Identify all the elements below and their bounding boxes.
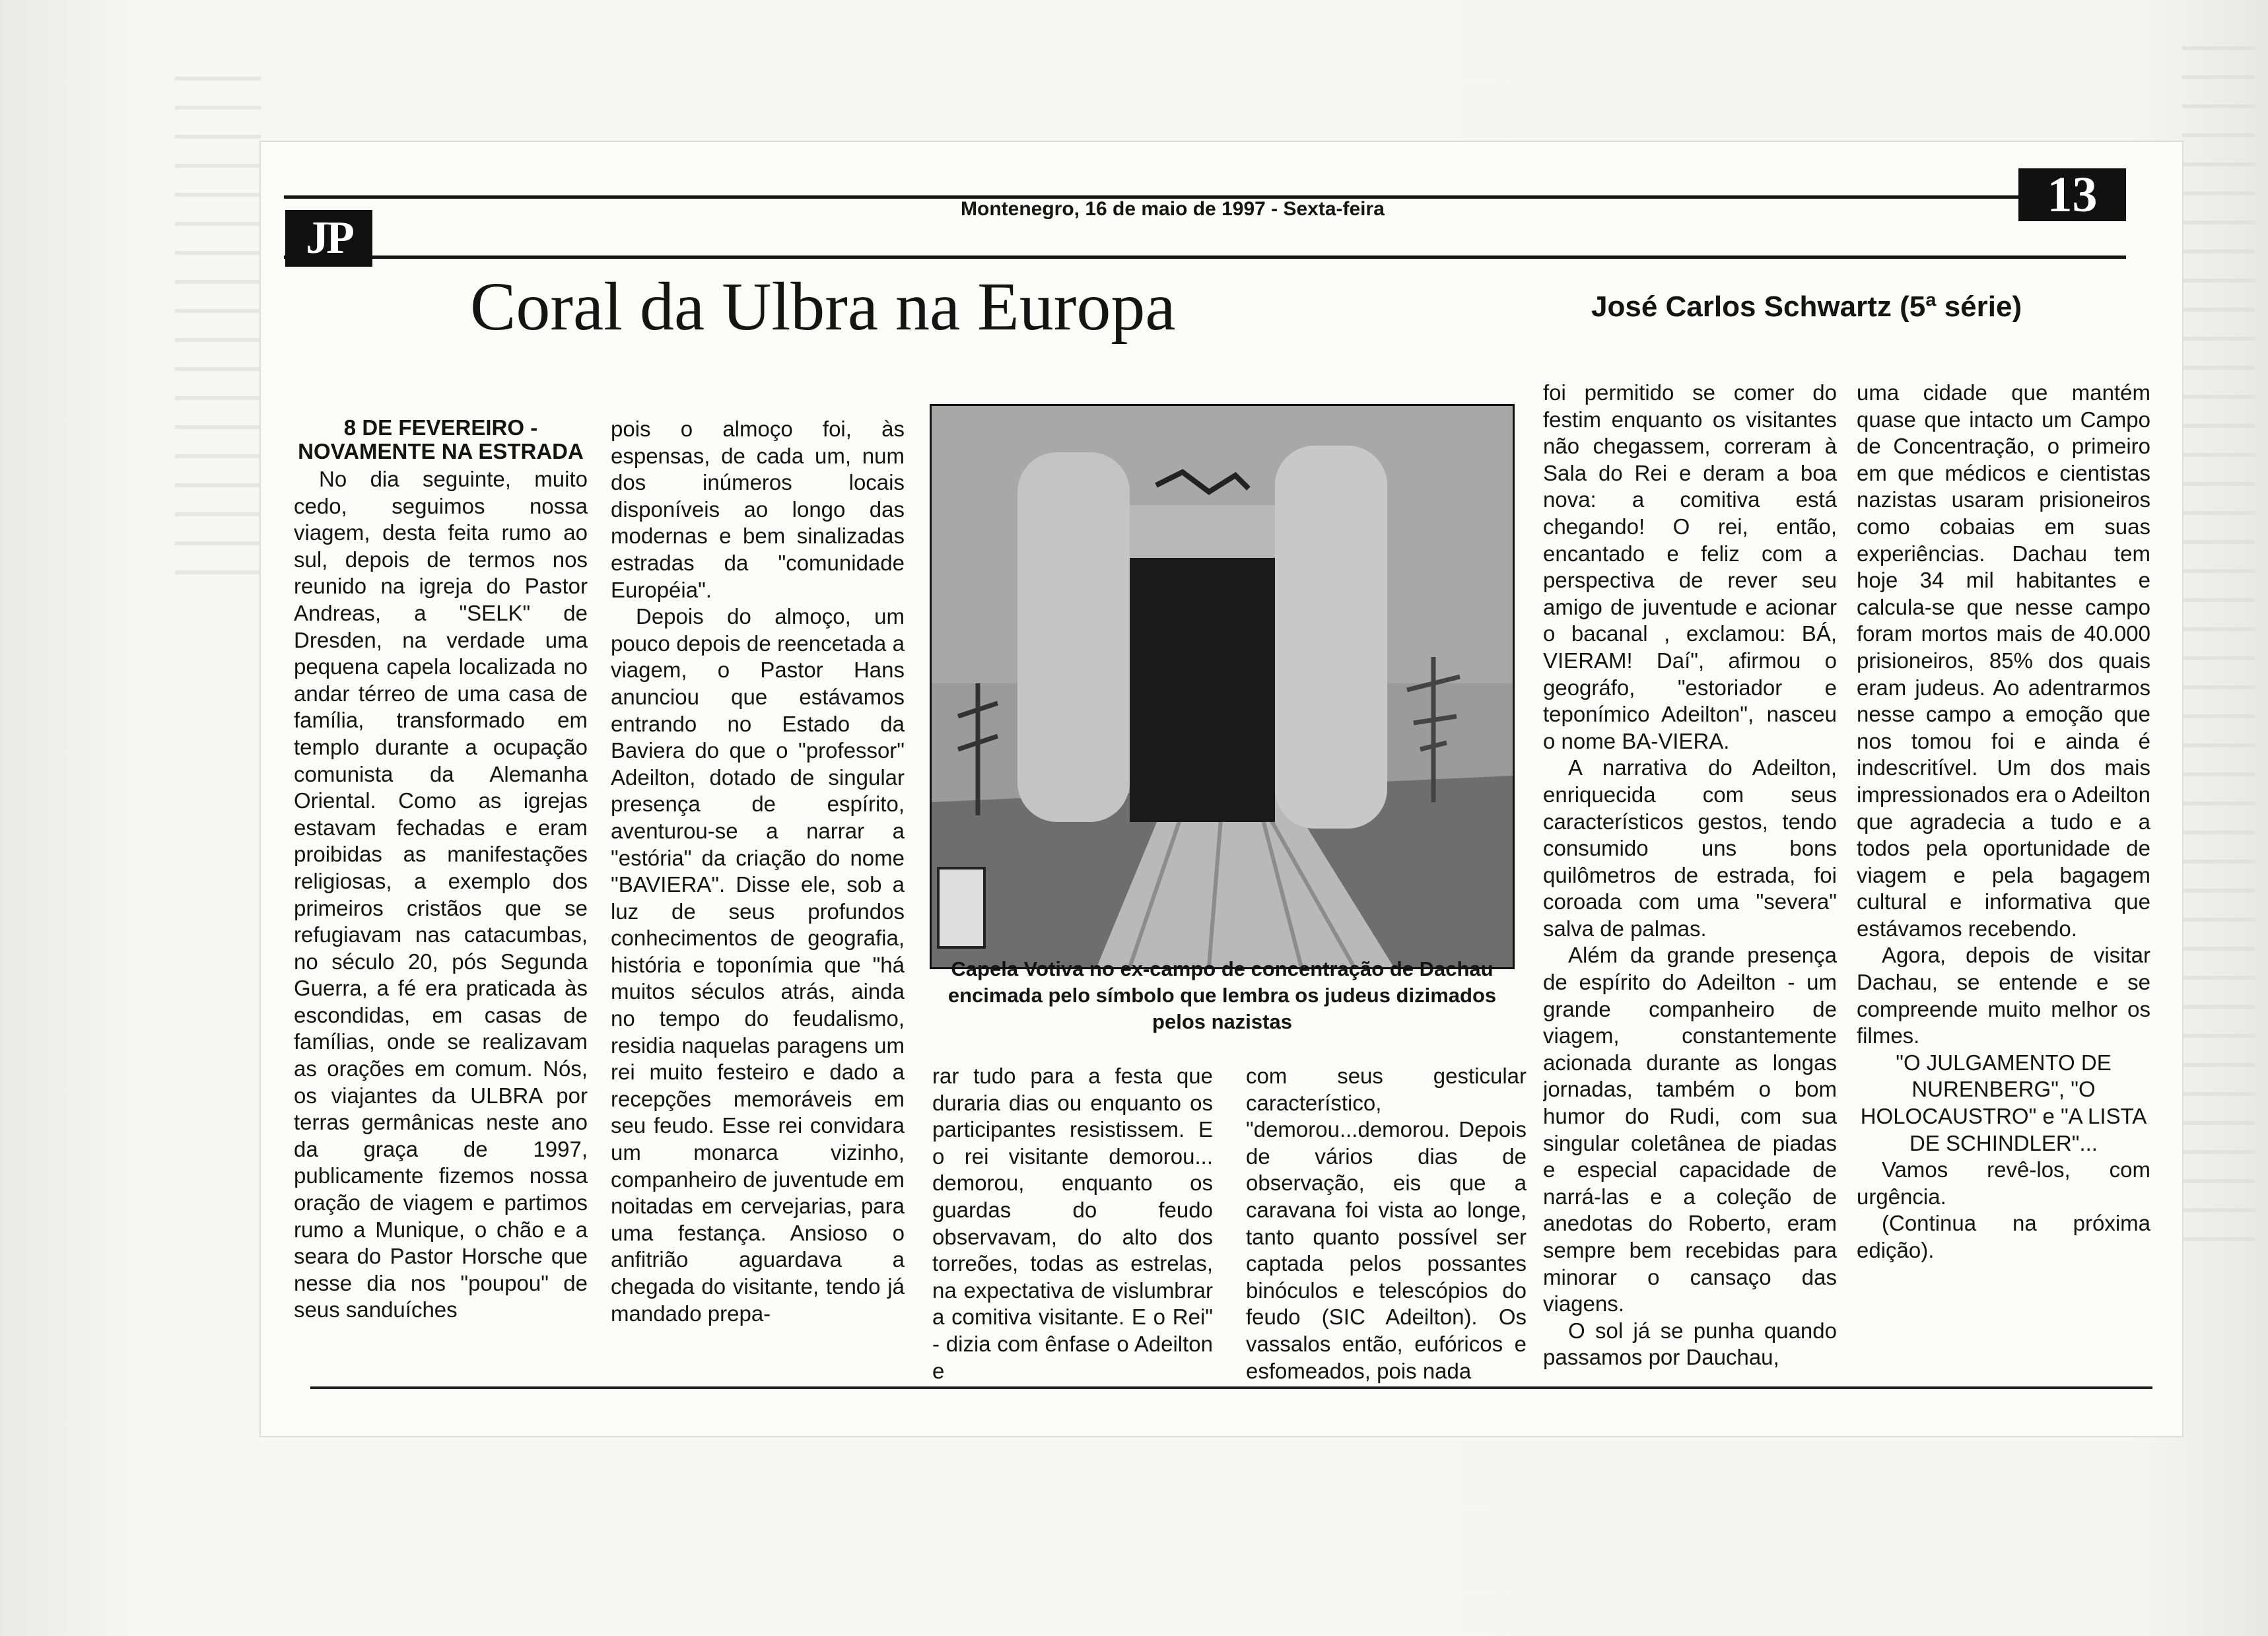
- text-column-6: [1857, 380, 2150, 1370]
- text-column-4: [1246, 1063, 1527, 1393]
- paragraph: Agora, depois de visitar Dachau, se entende e se compreende muito melhor os filmes.: [1857, 943, 2150, 1048]
- article-photo: [930, 404, 1515, 969]
- dachau-chapel-photo: [932, 406, 1513, 967]
- paragraph: O sol já se punha quando passamos por Dauchau,: [1543, 1318, 1837, 1370]
- article-byline: José Carlos Schwartz (5ª série): [1591, 290, 2022, 323]
- paragraph: Depois do almoço, um pouco depois de reencetada a viagem, o Pastor Hans anunciou que estávamos entrando no Estado da Baviera do que o "professor" Adeilton, dotado de singular presença de espírito, aventurou-se a narrar a "estória" da criação do nome "BAVIERA". Disse ele, sob a luz de seus profundos conhecimentos de geografia, história e toponímia que "há muitos séculos atrás, ainda no tempo do feudalismo, residia naquelas paragens um rei muito festeiro e dado a recepções memoráveis em seu feudo. Esse rei convidara um monarca vizinho, companheiro de juventude em noitadas em cervejarias, para uma festança. Ansioso o anfitrião aguardava a chegada do visitante, tendo já mandado prepa-: [611, 604, 905, 1326]
- photo-caption: Capela Votiva no ex-campo de concentração de Dachau encimada pelo símbolo que lembra os judeus dizimados pelos nazistas: [947, 957, 1497, 1033]
- paragraph: rar tudo para a festa que duraria dias ou enquanto os participantes resistissem. E o rei visitante demorou... demorou, enquanto os guardas do feudo observavam, do alto dos torreões, todas as estrelas, na expectativa de vislumbrar a comitiva visitante. E o Rei" - dizia com ênfase o Adeilton e: [932, 1064, 1213, 1383]
- film-titles: "O JULGAMENTO DE NURENBERG", "O HOLOCAUSTRO" e "A LISTA DE SCHINDLER"...: [1860, 1050, 2147, 1155]
- section-subhead: 8 DE FEVEREIRO - NOVAMENTE NA ESTRADA: [298, 416, 584, 463]
- paragraph: A narrativa do Adeilton, enriquecida com seus característicos gestos, tendo consumido uns bons quilômetros de estrada, foi coroada com uma "severa" salva de palmas.: [1543, 755, 1837, 941]
- paragraph: No dia seguinte, muito cedo, seguimos nossa viagem, desta feita rumo ao sul, depois de termos nos reunido na igreja do Pastor Andreas, a "SELK" de Dresden, na verdade uma pequena capela localizada no andar térreo de uma casa de família, transformado em templo durante a ocupação comunista da Alemanha Oriental. Como as igrejas estavam fechadas e eram proibidas as manifestações religiosas, a exemplo dos primeiros cristãos que se refugiavam nas catacumbas, no século 20, pós Segunda Guerra, a fé era praticada às escondidas, em casas de famílias, onde se realizavam as orações em comum. Nós, os viajantes da ULBRA por terras germânicas neste ano da graça de 1997, publicamente fizemos nossa oração de viagem e partimos rumo a Munique, o chão e a seara do Pastor Horsche que nesse dia nos "poupou" de seus sanduíches: [294, 467, 588, 1322]
- paragraph: pois o almoço foi, às espensas, de cada um, num dos inúmeros locais disponíveis ao longo das modernas e bem sinalizadas estradas da "comunidade Européia".: [611, 417, 905, 602]
- newspaper-logo: JP: [285, 210, 372, 267]
- masthead-bottom-rule: [284, 256, 2126, 259]
- paragraph: Além da grande presença de espírito do Adeilton - um grande companheiro de viagem, constantemente acionada durante as longas jornadas, também o bom humor do Rudi, com sua singular coletânea de piadas e especial capacidade de narrá-las e a coleção de anedotas do Roberto, eram sempre bem recebidas para minorar o cansaço das viagens.: [1543, 943, 1837, 1316]
- page-number: 13: [2018, 168, 2126, 221]
- text-column-3: [932, 1063, 1213, 1393]
- paragraph: foi permitido se comer do festim enquanto os visitantes não chegassem, correram à Sala do Rei e deram a boa nova: a comitiva está chegando! O rei, então, encantado e feliz com a perspectiva de rever seu amigo de juventude e acionar o bacanal , exclamou: BÁ, VIERAM! Daí", afirmou o geográfo, "estoriador e teponímico Adeilton", nasceu o nome BA-VIERA.: [1543, 380, 1837, 753]
- text-column-1: [294, 416, 588, 1413]
- continuation-note: (Continua na próxima edição).: [1857, 1211, 2150, 1262]
- paragraph: uma cidade que mantém quase que intacto um Campo de Concentração, o primeiro em que médicos e cientistas nazistas usaram prisioneiros como cobaias em suas experiências. Dachau tem hoje 34 mil habitantes e calcula-se que nesse campo foram mortos mais de 40.000 prisioneiros, 85% dos quais eram judeus. Ao adentrarmos nesse campo a emoção que nos tomou foi e ainda é indescritível. Um dos mais impressionados era o Adeilton que agradecia a tudo e a todos pela oportunidade de viagem e pela bagagem cultural e informativa que estávamos recebendo.: [1857, 380, 2150, 941]
- article-headline: Coral da Ulbra na Europa: [470, 269, 1176, 345]
- paragraph: com seus gesticular característico, "demorou...demorou. Depois de vários dias de observação, eis que a caravana foi vista ao longe, tanto quanto possível ser captada pelos possantes binóculos e telescópios do feudo (SIC Adeilton). Os vassalos então, eufóricos e esfomeados, pois nada: [1246, 1064, 1527, 1383]
- bleed-through-text-right: [2182, 40, 2255, 1241]
- text-column-2: [611, 416, 905, 1386]
- paragraph: Vamos revê-los, com urgência.: [1857, 1157, 2150, 1209]
- text-column-5: [1543, 380, 1837, 1390]
- dateline: Montenegro, 16 de maio de 1997 - Sexta-feira: [961, 198, 1385, 220]
- bleed-through-text-left: [175, 59, 261, 574]
- bottom-rule: [310, 1386, 2152, 1389]
